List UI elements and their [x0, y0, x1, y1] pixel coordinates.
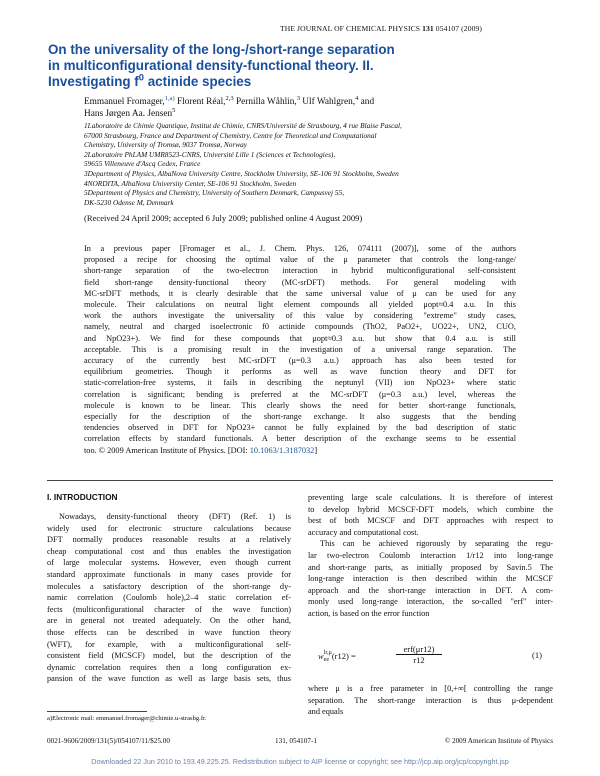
abstract — [84, 243, 516, 456]
author-affiliation-mark: 2,3 — [225, 94, 234, 102]
journal-header — [280, 24, 482, 33]
body-line: monly used long-range interaction, the so-called "erf" inter- — [308, 597, 553, 607]
abstract-line: In a previous paper [Fromager et al., J. Chem. Phys. 126, 074111 (2007)], some of the authors — [84, 244, 516, 253]
abstract-line: short-range separation of the two-electron interaction in hybrid multiconfigurational self-consistent — [84, 266, 516, 276]
title-line — [48, 74, 568, 90]
affiliation-line: 59655 Villeneuve d'Ascq Cedex, France — [84, 159, 201, 169]
abstract-text: ] — [314, 445, 318, 455]
author-affiliation-mark[interactable]: 1,a) — [164, 94, 175, 102]
footnote: a)Electronic mail: emmanuel.fromager@chimie.u-strasbg.fr. — [47, 715, 207, 722]
right-column-bottom — [308, 683, 553, 718]
equation-argument: (r12) = — [331, 650, 356, 661]
body-line: to develop hybrid MCSCF-DFT models, which combine the — [308, 504, 553, 514]
body-line: This can be achieved rigorously by separating the regu- — [320, 539, 553, 549]
equation-1 — [318, 644, 552, 668]
abstract-line — [84, 445, 516, 456]
affiliations — [84, 121, 514, 207]
section-heading: I. INTRODUCTION — [47, 492, 118, 502]
journal-volume: 131 — [422, 24, 434, 33]
footer-copyright: © 2009 American Institute of Physics — [444, 737, 553, 745]
author-line — [84, 108, 504, 120]
footnote-divider — [47, 711, 147, 712]
body-line: accuracy and computational cost. — [308, 527, 419, 537]
body-line: separation. The short-range interaction is thus μ-dependent — [308, 695, 553, 705]
body-line: namic correlation (Coulomb hole),2–4 static correlation ef- — [47, 593, 291, 603]
author-conjunction: and — [358, 97, 375, 107]
abstract-line: molecule is known to be linear. This clearly shows the need for better short-range functionals, — [84, 400, 516, 410]
body-line: Nowadays, density-functional theory (DFT) (Ref. 1) is — [59, 512, 291, 521]
equation-numerator: erf(μr12) — [396, 644, 442, 655]
author-affiliation-mark: 5 — [172, 106, 176, 114]
equation-fraction — [396, 644, 442, 665]
body-line: cheap computational cost and thus enables the investigation — [47, 546, 291, 556]
abstract-line: correlation effects by standard functionals. A better description of the exchange seems to be essential — [84, 434, 516, 444]
abstract-text: too. © 2009 American Institute of Physics. [DOI: — [84, 445, 250, 455]
body-line: best of both MCSCF and DFT approaches with respect to — [308, 516, 553, 526]
body-line: action, is based on the error function — [308, 608, 430, 618]
abstract-line: proposed a recipe for choosing the optimal value of the μ parameter that controls the long-range/ — [84, 255, 516, 265]
author-name: Pernilla Wåhlin, — [233, 97, 297, 107]
title-line: On the universality of the long-/short-range separation — [48, 42, 395, 57]
affiliation-line: 1Laboratoire de Chimie Quantique, Institut de Chimie, CNRS/Université de Strasbourg, 4 rue Blaise Pascal, — [84, 121, 402, 130]
body-line: DFT normally produces reasonable results at a relatively — [47, 535, 291, 545]
equation-subscript: ee — [323, 657, 329, 663]
affiliation-line: 3Department of Physics, AlbaNova University Centre, Stockholm University, SE-106 91 Stockholm, Sweden — [84, 168, 399, 178]
author-affiliation-mark: 3 — [296, 94, 300, 102]
right-column-top — [308, 492, 553, 620]
author-name: Florent Réal, — [174, 97, 226, 107]
equation-lhs — [318, 650, 356, 664]
abstract-line: static-correlation-free systems, it fails in describing the neptunyl (VII) ion NpO23+ where static — [84, 378, 516, 388]
abstract-line: equilibrium geometries. Though it performs as well as wave function theory and DFT for — [84, 367, 516, 377]
body-line: dynamic correlation requires then a long configuration ex- — [47, 662, 291, 672]
affiliation-line: DK-5230 Odense M, Denmark — [84, 197, 174, 207]
journal-name: THE JOURNAL OF CHEMICAL PHYSICS — [280, 24, 421, 33]
article-number: 054107 (2009) — [435, 24, 483, 33]
author-list — [84, 96, 504, 120]
abstract-line: field short-range density-functional theory (MC-srDFT) methods. For general modeling with — [84, 277, 516, 287]
equation-indices — [324, 650, 332, 664]
title-text: actinide species — [144, 74, 252, 89]
body-line: of large molecular systems. However, even though current — [47, 558, 291, 568]
abstract-line: MC-srDFT methods, it is clearly desirable that the same universal value of μ can be used for any — [84, 288, 516, 298]
body-line: those effects can be described in wave function theory — [47, 627, 291, 637]
title-text: Investigating f — [48, 74, 139, 89]
doi-link[interactable]: 10.1063/1.3187032 — [249, 445, 315, 455]
body-line: consistent field (MCSCF) model, but the description of the — [47, 651, 291, 661]
left-column — [47, 511, 291, 685]
download-notice: Downloaded 22 Jun 2010 to 193.49.225.25. Redistribution subject to AIP license or copyright; see http://jcp.aip.org/jcp/copyright.jsp — [91, 757, 509, 766]
affiliation-line: Chemistry, University of Tromsø, 9037 Tromsø, Norway — [84, 140, 248, 150]
body-line: preventing large scale calculations. It is therefore of interest — [308, 493, 553, 502]
abstract-line: namely, neutral and charged isoelectronic f0 actinide compounds (ThO2, PaO2+, UO22+, UN2, CUO, — [84, 322, 516, 332]
affiliation-line: 5Department of Physics and Chemistry, University of Southern Denmark, Campusvej 55, — [84, 188, 345, 198]
equation-denominator: r12 — [413, 655, 425, 665]
body-line: where μ is a free parameter in [0,+∞[ controlling the range — [308, 684, 553, 693]
equation-superscript: lr,μ — [323, 650, 332, 656]
abstract-line: especially for the description of the short-range exchange. It also suggests that the bending — [84, 412, 516, 422]
affiliation-line: 4NORDITA, AlbaNova University Center, SE-106 91 Stockholm, Sweden — [84, 178, 297, 188]
body-line: (WFT), for example, with a multiconfigurational self- — [47, 639, 291, 649]
author-name: Ulf Wahlgren, — [299, 97, 356, 107]
body-line: and short-range parts, as initially proposed by Savin.5 The — [308, 562, 553, 572]
body-line: fects (multiconfigurational character of the wave function) — [47, 604, 291, 614]
body-line: approach and the short-range interaction in DFT. A com- — [308, 585, 553, 595]
paper-title — [48, 42, 568, 90]
received-dates: (Received 24 April 2009; accepted 6 July 2009; published online 4 August 2009) — [84, 213, 363, 223]
affiliation-line: 2Laboratoire PhLAM UMR8523-CNRS, Université Lille 1 (Sciences et Technologies), — [84, 149, 336, 159]
abstract-line: tendencies observed in DFT for NpO23+ cannot be fully explained by the bad description of static — [84, 423, 516, 433]
body-line: pansion of the wave function as well as large basis sets, thus — [47, 674, 291, 684]
author-name: Hans Jørgen Aa. Jensen — [84, 109, 173, 119]
footer-issn: 0021-9606/2009/131(5)/054107/11/$25.00 — [47, 737, 170, 745]
body-line: are in general not treated adequately. On the other hand, — [47, 616, 291, 626]
equation-symbol: w — [318, 650, 324, 661]
abstract-line: work the authors investigate the universality of this value by considering "extreme" study cases, — [84, 311, 516, 321]
abstract-line: acceptable. This is a promising result in the investigation of a universal range separation. The — [84, 344, 516, 354]
author-name: Emmanuel Fromager, — [84, 97, 165, 107]
body-line: molecules a satisfactory description of the short-range dy- — [47, 581, 291, 591]
abstract-line: accuracy of the currently best MC-srDFT (μ=0.3 a.u.) approach has also been tested for — [84, 356, 516, 366]
equation-number: (1) — [532, 650, 542, 660]
affiliation-line: 67000 Strasbourg, France and Department of Chemistry, Centre for Theoretical and Computational — [84, 130, 377, 140]
title-superscript: 0 — [138, 72, 144, 83]
body-line: lar two-electron Coulomb interaction 1/r12 into long-range — [308, 550, 553, 560]
author-line — [84, 96, 504, 108]
abstract-line: and NpO23+). We find for these compounds that μopt≈0.3 a.u. but show that 0.4 a.u. is still — [84, 333, 516, 343]
title-line: in multiconfigurational density-functional theory. II. — [48, 58, 374, 73]
abstract-line: correlation is significant; bending is preferred at the MC-srDFT (μ=0.3 a.u.) level, whereas the — [84, 389, 516, 399]
footer-page: 131, 054107-1 — [275, 737, 317, 745]
body-line: standard approximate functionals in many cases provide for — [47, 569, 291, 579]
body-line: long-range interaction is then described within the MCSCF — [308, 574, 553, 584]
abstract-line: molecule. Their calculations on neutral light element compounds all yielded μopt≈0.4 a.u. In this — [84, 300, 516, 310]
author-affiliation-mark: 4 — [355, 94, 359, 102]
body-line: widely used for electronic structure calculations because — [47, 523, 291, 533]
section-divider — [47, 480, 553, 481]
body-line: and equals — [308, 707, 344, 717]
